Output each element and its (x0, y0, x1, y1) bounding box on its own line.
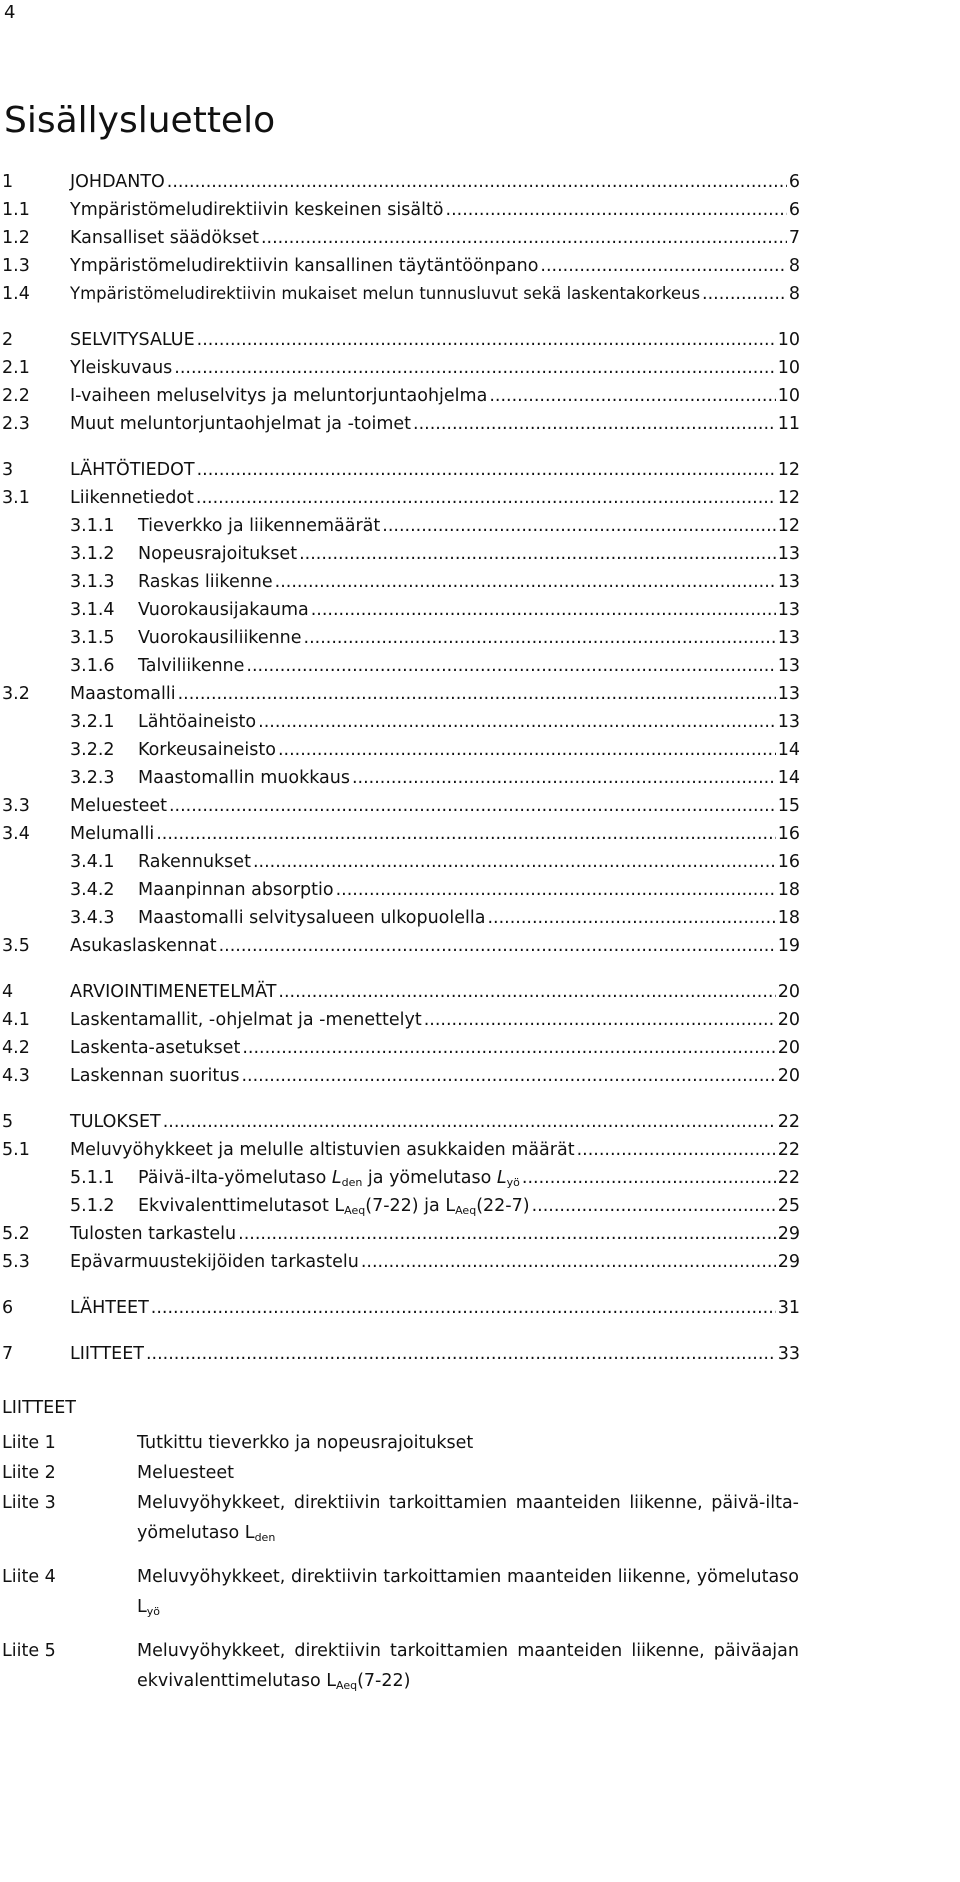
toc-entry-3-4-2[interactable] (0, 876, 960, 904)
toc-number: 3.1.2 (70, 544, 115, 564)
toc-title: Ympäristömeludirektiivin mukaiset melun tunnusluvut sekä laskentakorkeus (70, 284, 701, 303)
toc-entry-4[interactable] (0, 978, 960, 1006)
toc-number: 3.2.1 (70, 712, 115, 732)
toc-entry-5-1-1[interactable] (0, 1164, 960, 1192)
toc-number: 3.2 (2, 684, 30, 704)
toc-title: Meluesteet (70, 796, 167, 816)
toc-number: 5.1.2 (70, 1196, 115, 1216)
toc-entry-3-1-1[interactable] (0, 512, 960, 540)
toc-page: 13 (777, 656, 800, 676)
leader-dots (242, 1034, 775, 1062)
toc-page: 13 (777, 572, 800, 592)
toc-title: Vuorokausijakauma (138, 600, 309, 620)
toc-title: Melumalli (70, 824, 155, 844)
toc-page: 20 (777, 982, 800, 1002)
toc-page: 15 (777, 796, 800, 816)
toc-entry-1-4[interactable] (0, 280, 960, 308)
toc-page: 22 (777, 1140, 800, 1160)
leader-dots (382, 512, 775, 540)
toc-title: Asukaslaskennat (70, 936, 217, 956)
toc-entry-5[interactable] (0, 1108, 960, 1136)
toc-page: 22 (777, 1168, 800, 1188)
leader-dots (219, 932, 776, 960)
leader-dots (178, 680, 776, 708)
toc-number: 2 (2, 330, 14, 350)
leader-dots (522, 1164, 776, 1192)
toc-entry-3[interactable] (0, 456, 960, 484)
leader-dots (156, 820, 776, 848)
toc-number: 3.2.3 (70, 768, 115, 788)
toc-number: 5.3 (2, 1252, 30, 1272)
toc-title: Nopeusrajoitukset (138, 544, 298, 564)
leader-dots (336, 876, 776, 904)
toc-title: Raskas liikenne (138, 572, 273, 592)
toc-entry-3-1-5[interactable] (0, 624, 960, 652)
toc-number: 3.1 (2, 488, 30, 508)
leader-dots (487, 904, 775, 932)
toc-number: 3.1.1 (70, 516, 115, 536)
leader-dots (167, 168, 787, 196)
toc-page: 13 (777, 600, 800, 620)
toc-entry-3-4-1[interactable] (0, 848, 960, 876)
leader-dots (151, 1294, 776, 1322)
leader-dots (311, 596, 776, 624)
toc-title: SELVITYSALUE (70, 330, 195, 350)
leader-dots (241, 1062, 775, 1090)
toc-page: 18 (777, 908, 800, 928)
toc-title: Kansalliset säädökset (70, 228, 259, 248)
toc-number: 3.4.3 (70, 908, 115, 928)
leader-dots (278, 978, 775, 1006)
toc-title: Ympäristömeludirektiivin kansallinen täytäntöönpano (70, 256, 539, 276)
toc-number: 6 (2, 1298, 14, 1318)
toc-entry-3-1-6[interactable] (0, 652, 960, 680)
appendix-label: Liite 5 (2, 1641, 56, 1661)
leader-dots (361, 1248, 776, 1276)
toc-page: 20 (777, 1038, 800, 1058)
toc-number: 3.4.1 (70, 852, 115, 872)
toc-entry-5-3[interactable] (0, 1248, 960, 1276)
leader-dots (352, 764, 776, 792)
toc-page: 8 (788, 284, 800, 304)
toc-page: 8 (788, 256, 800, 276)
toc-number: 1.2 (2, 228, 30, 248)
leader-dots (540, 252, 786, 280)
toc-entry-5-1-2[interactable] (0, 1192, 960, 1220)
leader-dots (169, 792, 776, 820)
leader-dots (246, 652, 775, 680)
leader-dots (278, 736, 776, 764)
toc-page: 12 (777, 488, 800, 508)
toc-title: Talviliikenne (138, 656, 245, 676)
appendix-label: Liite 2 (2, 1463, 56, 1483)
toc-page: 13 (777, 628, 800, 648)
toc-entry-3-1[interactable] (0, 484, 960, 512)
toc-title: Korkeusaineisto (138, 740, 276, 760)
leader-dots (275, 568, 776, 596)
toc-entry-6[interactable] (0, 1294, 960, 1322)
leader-dots (163, 1108, 776, 1136)
toc-page: 10 (777, 386, 800, 406)
toc-entry-4-2[interactable] (0, 1034, 960, 1062)
toc-entry-3-3[interactable] (0, 792, 960, 820)
toc-title: Maanpinnan absorptio (138, 880, 334, 900)
toc-page: 31 (777, 1298, 800, 1318)
toc-title: Päivä-ilta-yömelutaso $L_{den}$ ja yömelutaso $L_{yö}$ (138, 1168, 520, 1189)
leader-dots (146, 1340, 776, 1368)
toc-number: 3.4.2 (70, 880, 115, 900)
toc-number: 5.1 (2, 1140, 30, 1160)
leader-dots (304, 624, 776, 652)
toc-number: 1.4 (2, 284, 30, 304)
toc-title: Ekvivalenttimelutasot $L_{Aeq}(7-22)$ ja $L_{Aeq}(22-7)$ (138, 1196, 530, 1217)
toc-entry-3-1-2[interactable] (0, 540, 960, 568)
toc-page: 19 (777, 936, 800, 956)
toc-number: 2.3 (2, 414, 30, 434)
toc-entry-1-1[interactable] (0, 196, 960, 224)
toc-number: 1.3 (2, 256, 30, 276)
toc-page: 6 (788, 172, 800, 192)
toc-number: 5.1.1 (70, 1168, 115, 1188)
leader-dots (174, 354, 775, 382)
toc-title: Maastomalli selvitysalueen ulkopuolella (138, 908, 486, 928)
toc-title: Laskentamallit, -ohjelmat ja -menettelyt (70, 1010, 422, 1030)
toc-page: 14 (777, 768, 800, 788)
toc-title: Ympäristömeludirektiivin keskeinen sisältö (70, 200, 444, 220)
toc-page: 7 (788, 228, 800, 248)
toc-entry-3-2[interactable] (0, 680, 960, 708)
toc-title: Maastomalli (70, 684, 176, 704)
toc-page: 11 (777, 414, 800, 434)
toc-entry-2-1[interactable] (0, 354, 960, 382)
toc-entry-3-5[interactable] (0, 932, 960, 960)
toc-page: 20 (777, 1010, 800, 1030)
leader-dots (446, 196, 787, 224)
toc-page: 25 (777, 1196, 800, 1216)
toc-number: 3.1.3 (70, 572, 115, 592)
toc-entry-3-1-3[interactable] (0, 568, 960, 596)
toc-title: Rakennukset (138, 852, 251, 872)
leader-dots (424, 1006, 776, 1034)
toc-title: LÄHTÖTIEDOT (70, 460, 195, 480)
toc-entry-3-4-3[interactable] (0, 904, 960, 932)
toc-entry-2-2[interactable] (0, 382, 960, 410)
toc-number: 3.1.5 (70, 628, 115, 648)
toc-title: ARVIOINTIMENETELMÄT (70, 982, 277, 1002)
appendix-label: Liite 4 (2, 1567, 56, 1587)
appendix-text: Meluvyöhykkeet, direktiivin tarkoittamien maanteiden liikenne, päivä-ilta-yömelutaso $L_{den}$ (137, 1493, 799, 1544)
toc-number: 4 (2, 982, 14, 1002)
toc-number: 2.1 (2, 358, 30, 378)
appendix-text: Meluvyöhykkeet, direktiivin tarkoittamien maanteiden liikenne, päiväajan ekvivalenttimelutaso $L_{Aeq}(7-22)$ (137, 1641, 799, 1692)
toc-page: 13 (777, 544, 800, 564)
toc-number: 3 (2, 460, 14, 480)
toc-number: 3.1.4 (70, 600, 115, 620)
leader-dots (196, 484, 776, 512)
leader-dots (258, 708, 776, 736)
toc-title: Meluvyöhykkeet ja melulle altistuvien asukkaiden määrät (70, 1140, 575, 1160)
toc-title: Laskennan suoritus (70, 1066, 240, 1086)
toc-page: 6 (788, 200, 800, 220)
toc-title: Laskenta-asetukset (70, 1038, 241, 1058)
toc-title: Epävarmuustekijöiden tarkastelu (70, 1252, 359, 1272)
leader-dots (261, 224, 787, 252)
toc-page: 10 (777, 358, 800, 378)
toc-entry-3-4[interactable] (0, 820, 960, 848)
appendix-label: Liite 3 (2, 1493, 56, 1513)
toc-number: 3.3 (2, 796, 30, 816)
toc-number: 2.2 (2, 386, 30, 406)
leader-dots (532, 1192, 776, 1220)
toc-entry-4-3[interactable] (0, 1062, 960, 1090)
toc-number: 3.1.6 (70, 656, 115, 676)
toc-title: I-vaiheen meluselvitys ja meluntorjuntaohjelma (70, 386, 488, 406)
toc-entry-3-1-4[interactable] (0, 596, 960, 624)
toc-title: Maastomallin muokkaus (138, 768, 350, 788)
toc-page: 13 (777, 712, 800, 732)
toc-entry-3-2-1[interactable] (0, 708, 960, 736)
toc-page: 12 (777, 460, 800, 480)
toc-title: Liikennetiedot (70, 488, 194, 508)
page-number: 4 (4, 2, 16, 23)
toc-number: 1.1 (2, 200, 30, 220)
toc-entry-3-2-2[interactable] (0, 736, 960, 764)
toc-number: 7 (2, 1344, 14, 1364)
leader-dots (299, 540, 776, 568)
toc-entry-5-2[interactable] (0, 1220, 960, 1248)
leader-dots (489, 382, 775, 410)
toc-number: 3.2.2 (70, 740, 115, 760)
toc-entry-1[interactable] (0, 168, 960, 196)
toc-entry-4-1[interactable] (0, 1006, 960, 1034)
leader-dots (702, 280, 787, 308)
toc-entry-2-3[interactable] (0, 410, 960, 438)
toc-page: 29 (777, 1224, 800, 1244)
leader-dots (413, 410, 776, 438)
appendix-text: Meluvyöhykkeet, direktiivin tarkoittamien maanteiden liikenne, yömelutaso $L_{yö}$ (137, 1567, 799, 1618)
toc-number: 5 (2, 1112, 14, 1132)
toc-number: 4.1 (2, 1010, 30, 1030)
toc-number: 1 (2, 172, 14, 192)
toc-page: 22 (777, 1112, 800, 1132)
toc-title: Tulosten tarkastelu (70, 1224, 237, 1244)
toc-title: Yleiskuvaus (70, 358, 173, 378)
toc-page: 18 (777, 880, 800, 900)
toc-entry-2[interactable] (0, 326, 960, 354)
leader-dots (197, 326, 776, 354)
toc-title: TULOKSET (70, 1112, 161, 1132)
toc-entry-3-2-3[interactable] (0, 764, 960, 792)
toc-page: 10 (777, 330, 800, 350)
toc-page: 33 (777, 1344, 800, 1364)
toc-number: 3.5 (2, 936, 30, 956)
toc-entry-1-2[interactable] (0, 224, 960, 252)
leader-dots (577, 1136, 776, 1164)
toc-page: 14 (777, 740, 800, 760)
leader-dots (238, 1220, 776, 1248)
toc-title: Tieverkko ja liikennemäärät (138, 516, 381, 536)
toc-number: 5.2 (2, 1224, 30, 1244)
toc-number: 4.3 (2, 1066, 30, 1086)
appendix-text: Meluesteet (137, 1463, 234, 1483)
appendix-text: Tutkittu tieverkko ja nopeusrajoitukset (137, 1433, 474, 1453)
toc-title: Lähtöaineisto (138, 712, 257, 732)
page-title: Sisällysluettelo (4, 100, 276, 141)
toc-entry-1-3[interactable] (0, 252, 960, 280)
toc-number: 4.2 (2, 1038, 30, 1058)
appendices-heading: LIITTEET (2, 1398, 76, 1418)
toc-title: Muut meluntorjuntaohjelmat ja -toimet (70, 414, 412, 434)
toc-title: LÄHTEET (70, 1298, 149, 1318)
toc-page: 16 (777, 852, 800, 872)
leader-dots (197, 456, 776, 484)
toc-entry-5-1[interactable] (0, 1136, 960, 1164)
toc-entry-7[interactable] (0, 1340, 960, 1368)
toc-page: 13 (777, 684, 800, 704)
toc-page: 29 (777, 1252, 800, 1272)
toc-title: LIITTEET (70, 1344, 144, 1364)
toc-title: JOHDANTO (70, 172, 165, 192)
toc-page: 12 (777, 516, 800, 536)
appendix-label: Liite 1 (2, 1433, 56, 1453)
toc-title: Vuorokausiliikenne (138, 628, 302, 648)
leader-dots (253, 848, 776, 876)
toc-page: 20 (777, 1066, 800, 1086)
toc-number: 3.4 (2, 824, 30, 844)
toc-page: 16 (777, 824, 800, 844)
